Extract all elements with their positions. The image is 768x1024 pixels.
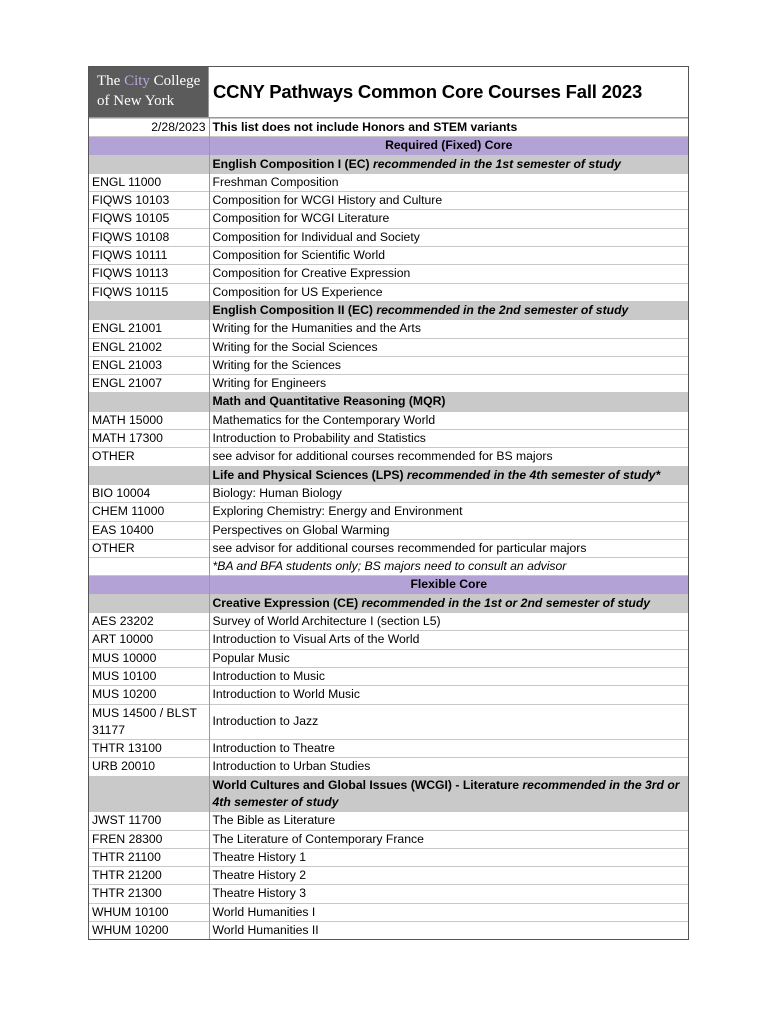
course-title: Composition for Creative Expression [209, 265, 688, 283]
course-row [89, 704, 688, 740]
course-code: ENGL 21002 [89, 338, 209, 356]
section-header-row [89, 137, 688, 155]
course-title: Mathematics for the Contemporary World [209, 411, 688, 429]
course-code: CHEM 11000 [89, 503, 209, 521]
course-title: Composition for Scientific World [209, 247, 688, 265]
course-title: Survey of World Architecture I (section L5) [209, 613, 688, 631]
course-row [89, 356, 688, 374]
course-row [89, 338, 688, 356]
course-code: MUS 10100 [89, 667, 209, 685]
course-code: MUS 14500 / BLST 31177 [89, 704, 209, 740]
course-title: Introduction to Theatre [209, 740, 688, 758]
course-code: FIQWS 10108 [89, 228, 209, 246]
course-title: Theatre History 3 [209, 885, 688, 903]
course-title: Exploring Chemistry: Energy and Environment [209, 503, 688, 521]
category-title [209, 301, 688, 319]
category-recommendation: recommended in the 1st semester of study [369, 156, 621, 171]
date-note: This list does not include Honors and STEM variants [209, 119, 688, 137]
section-code-cell [89, 576, 209, 594]
course-title: Composition for WCGI Literature [209, 210, 688, 228]
category-name: World Cultures and Global Issues (WCGI) - Literature [212, 777, 520, 792]
course-row [89, 631, 688, 649]
section-title: Flexible Core [209, 576, 688, 594]
course-title: The Bible as Literature [209, 812, 688, 830]
course-code: WHUM 10100 [89, 903, 209, 921]
course-code: FIQWS 10105 [89, 210, 209, 228]
course-code: FREN 28300 [89, 830, 209, 848]
course-sheet [88, 66, 689, 940]
category-code-cell [89, 776, 209, 812]
category-name: Creative Expression (CE) [212, 595, 359, 610]
course-row [89, 283, 688, 301]
category-header-row [89, 466, 688, 484]
course-title: Perspectives on Global Warming [209, 521, 688, 539]
course-row [89, 867, 688, 885]
course-row [89, 265, 688, 283]
course-code: ART 10000 [89, 631, 209, 649]
college-logo: The City College of New York [89, 67, 209, 117]
course-code: ENGL 11000 [89, 173, 209, 191]
category-recommendation: recommended in the 4th semester of study* [403, 467, 661, 482]
course-row [89, 885, 688, 903]
course-title: Introduction to World Music [209, 686, 688, 704]
course-title: Introduction to Jazz [209, 704, 688, 740]
category-name: English Composition II (EC) [212, 302, 373, 317]
section-code-cell [89, 137, 209, 155]
course-row [89, 247, 688, 265]
course-row [89, 922, 688, 940]
course-table [89, 118, 688, 939]
course-code: FIQWS 10111 [89, 247, 209, 265]
category-header-row [89, 594, 688, 612]
course-code: MUS 10200 [89, 686, 209, 704]
course-row [89, 320, 688, 338]
section-title: Required (Fixed) Core [209, 137, 688, 155]
course-row [89, 411, 688, 429]
category-name: Math and Quantitative Reasoning (MQR) [212, 394, 446, 409]
course-row [89, 686, 688, 704]
category-header-row [89, 393, 688, 411]
course-title: Introduction to Urban Studies [209, 758, 688, 776]
course-code: OTHER [89, 539, 209, 557]
category-code-cell [89, 466, 209, 484]
category-title [209, 466, 688, 484]
course-row [89, 210, 688, 228]
course-row [89, 903, 688, 921]
category-header-row [89, 155, 688, 173]
course-code: MATH 17300 [89, 430, 209, 448]
course-title: Biology: Human Biology [209, 484, 688, 502]
category-name: Life and Physical Sciences (LPS) [212, 467, 404, 482]
course-title: Introduction to Probability and Statistics [209, 430, 688, 448]
course-row [89, 503, 688, 521]
page-title: CCNY Pathways Common Core Courses Fall 2023 [213, 81, 643, 102]
category-code-cell [89, 594, 209, 612]
date-cell: 2/28/2023 [89, 119, 209, 137]
course-row [89, 375, 688, 393]
course-code: FIQWS 10113 [89, 265, 209, 283]
course-title: Introduction to Music [209, 667, 688, 685]
course-row [89, 192, 688, 210]
category-title [209, 393, 688, 411]
course-title: Freshman Composition [209, 173, 688, 191]
course-code: ENGL 21007 [89, 375, 209, 393]
course-row [89, 173, 688, 191]
category-recommendation: recommended in the 1st or 2nd semester of study [358, 595, 651, 610]
course-row [89, 448, 688, 466]
date-row [89, 119, 688, 137]
course-title: World Humanities I [209, 903, 688, 921]
course-code: EAS 10400 [89, 521, 209, 539]
category-recommendation: recommended in the 2nd semester of study [372, 302, 629, 317]
course-title: see advisor for additional courses recommended for BS majors [209, 448, 688, 466]
category-header-row [89, 301, 688, 319]
footnote-text: *BA and BFA students only; BS majors need to consult an advisor [209, 558, 688, 576]
course-row [89, 740, 688, 758]
course-code: JWST 11700 [89, 812, 209, 830]
category-title [209, 594, 688, 612]
course-title: Writing for the Social Sciences [209, 338, 688, 356]
course-row [89, 539, 688, 557]
course-code: BIO 10004 [89, 484, 209, 502]
category-name: English Composition I (EC) [212, 156, 370, 171]
course-title: Theatre History 1 [209, 848, 688, 866]
course-row [89, 758, 688, 776]
course-row [89, 830, 688, 848]
course-row [89, 430, 688, 448]
category-title [209, 776, 688, 812]
course-title: Writing for the Sciences [209, 356, 688, 374]
category-code-cell [89, 393, 209, 411]
course-code: THTR 21200 [89, 867, 209, 885]
course-row [89, 613, 688, 631]
course-code: WHUM 10200 [89, 922, 209, 940]
course-code: AES 23202 [89, 613, 209, 631]
course-code: ENGL 21001 [89, 320, 209, 338]
course-row [89, 649, 688, 667]
course-row [89, 812, 688, 830]
footnote-row [89, 558, 688, 576]
course-title: Composition for Individual and Society [209, 228, 688, 246]
category-header-row [89, 776, 688, 812]
course-title: The Literature of Contemporary France [209, 830, 688, 848]
course-code: MATH 15000 [89, 411, 209, 429]
footnote-code-cell [89, 558, 209, 576]
course-title: Writing for Engineers [209, 375, 688, 393]
course-title: World Humanities II [209, 922, 688, 940]
course-title: Popular Music [209, 649, 688, 667]
course-row [89, 848, 688, 866]
course-code: THTR 21100 [89, 848, 209, 866]
course-title: Composition for WCGI History and Culture [209, 192, 688, 210]
course-code: FIQWS 10103 [89, 192, 209, 210]
course-code: THTR 21300 [89, 885, 209, 903]
course-title: Theatre History 2 [209, 867, 688, 885]
course-title: Composition for US Experience [209, 283, 688, 301]
course-code: OTHER [89, 448, 209, 466]
course-code: URB 20010 [89, 758, 209, 776]
course-code: THTR 13100 [89, 740, 209, 758]
course-title: Writing for the Humanities and the Arts [209, 320, 688, 338]
section-header-row [89, 576, 688, 594]
category-code-cell [89, 155, 209, 173]
course-row [89, 667, 688, 685]
course-title: see advisor for additional courses recommended for particular majors [209, 539, 688, 557]
course-code: ENGL 21003 [89, 356, 209, 374]
course-row [89, 521, 688, 539]
course-row [89, 484, 688, 502]
course-code: MUS 10000 [89, 649, 209, 667]
category-recommendation: recommended in the 3rd or 4th semester of study [212, 777, 680, 809]
category-title [209, 155, 688, 173]
course-code: FIQWS 10115 [89, 283, 209, 301]
course-title: Introduction to Visual Arts of the World [209, 631, 688, 649]
category-code-cell [89, 301, 209, 319]
course-row [89, 228, 688, 246]
sheet-header [89, 67, 688, 118]
